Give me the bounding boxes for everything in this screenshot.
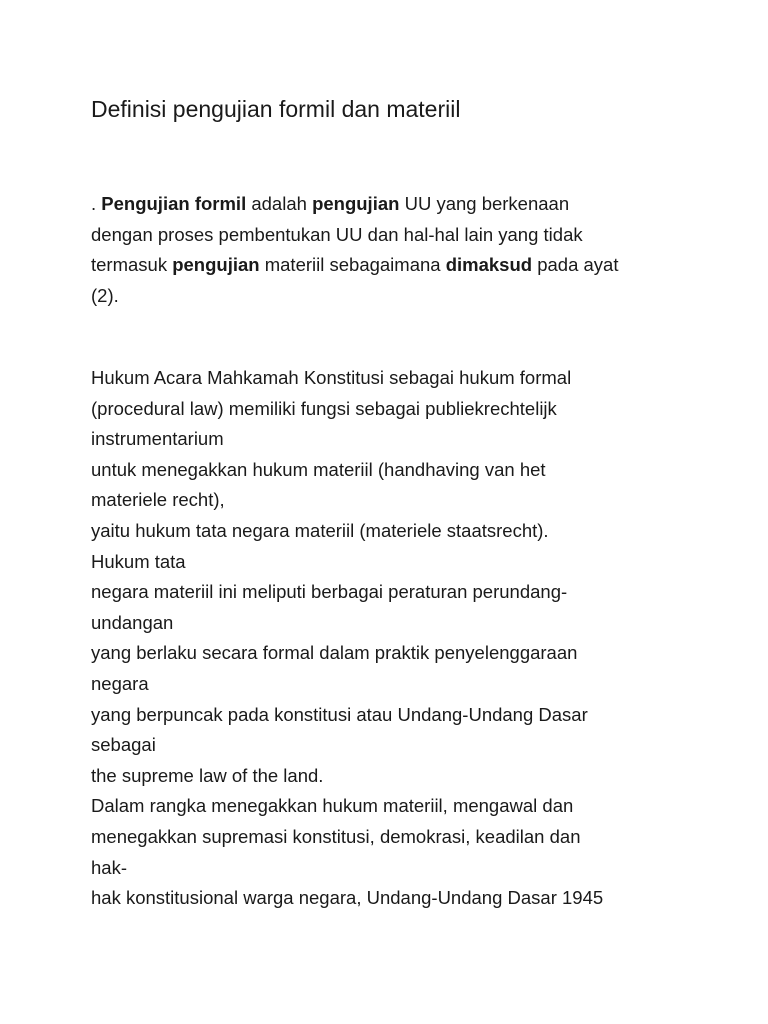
text-run: UU yang berkenaan	[399, 193, 570, 214]
paragraph-line: yang berpuncak pada konstitusi atau Undang-Undang Dasar	[91, 703, 588, 725]
paragraph-line: menegakkan supremasi konstitusi, demokrasi, keadilan dan	[91, 825, 581, 847]
paragraph-line: instrumentarium	[91, 428, 224, 450]
paragraph-line: yang berlaku secara formal dalam praktik penyelenggaraan	[91, 642, 578, 664]
text-run: .	[91, 193, 102, 214]
paragraph-line: Hukum Acara Mahkamah Konstitusi sebagai hukum formal	[91, 367, 572, 388]
paragraph-line: negara	[91, 672, 149, 694]
text-run: termasuk	[91, 254, 173, 276]
paragraph-hukum-acara	[91, 363, 603, 914]
paragraph-line: sebagai	[91, 734, 156, 756]
paragraph-line: Dalam rangka menegakkan hukum materiil, mengawal dan	[91, 795, 574, 817]
bold-term: pengujian	[172, 254, 260, 276]
paragraph-line: Hukum tata	[91, 550, 186, 572]
paragraph-pengujian-formil	[91, 189, 618, 311]
paragraph-line: dengan proses pembentukan UU dan hal-hal lain yang tidak	[91, 223, 583, 245]
paragraph-line	[91, 189, 618, 220]
text-run: pada ayat	[532, 254, 619, 276]
paragraph-line: (2).	[91, 284, 119, 306]
bold-term: Pengujian formil	[101, 193, 247, 214]
paragraph-line: hak konstitusional warga negara, Undang-Undang Dasar 1945	[91, 887, 604, 909]
text-run: adalah	[246, 193, 313, 214]
paragraph-line: untuk menegakkan hukum materiil (handhaving van het	[91, 458, 546, 480]
text-run: materiil sebagaimana	[259, 254, 446, 276]
paragraph-line: materiele recht),	[91, 489, 225, 511]
paragraph-line: undangan	[91, 611, 174, 633]
paragraph-line: negara materiil ini meliputi berbagai peraturan perundang-	[91, 581, 568, 603]
paragraph-line	[91, 250, 618, 281]
paragraph-line: yaitu hukum tata negara materiil (materiele staatsrecht).	[91, 519, 549, 541]
document-title: Definisi pengujian formil dan materiil	[91, 96, 461, 122]
paragraph-line: (procedural law) memiliki fungsi sebagai publiekrechtelijk	[91, 397, 557, 419]
paragraph-line: hak-	[91, 856, 127, 878]
bold-term: pengujian	[312, 193, 400, 214]
bold-term: dimaksud	[445, 254, 533, 276]
paragraph-line: the supreme law of the land.	[91, 764, 324, 786]
